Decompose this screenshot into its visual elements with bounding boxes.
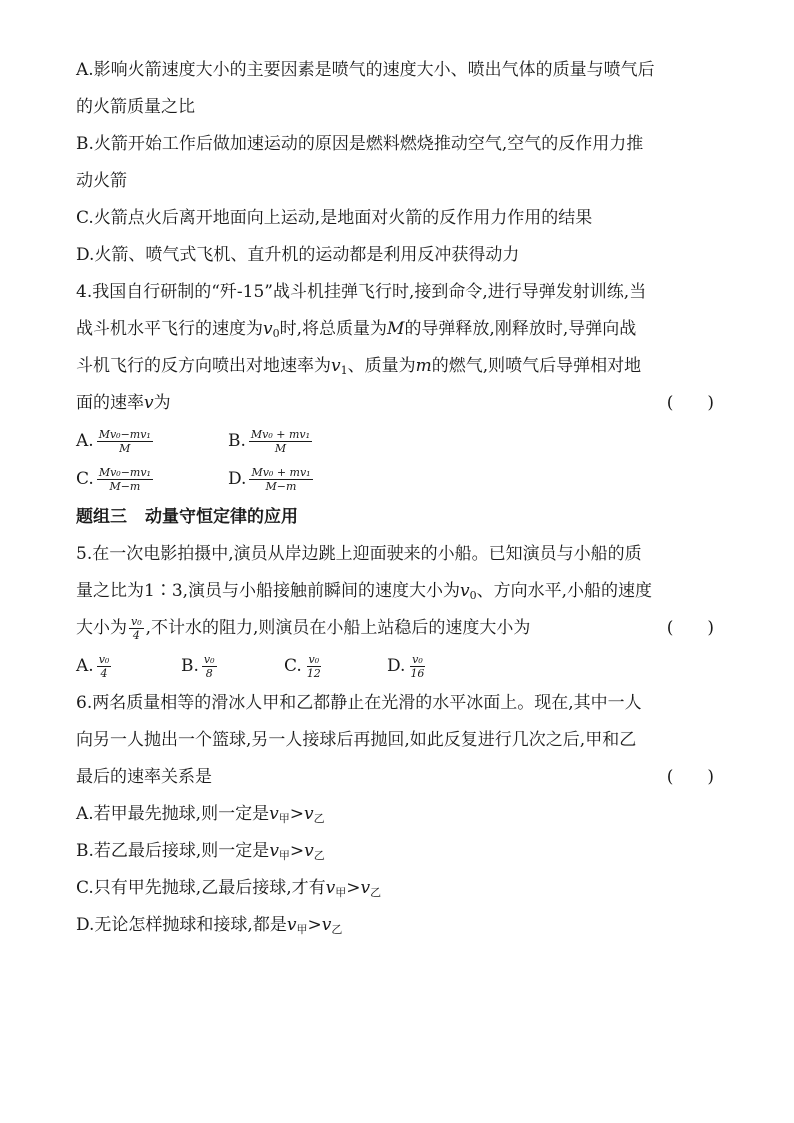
fraction: $\frac{\text{Mv₀−mv₁}}{M-m}$ bbox=[98, 465, 151, 493]
q6-stem-line2: 向另一人抛出一个篮球,另一人接球后再抛回,如此反复进行几次之后,甲和乙 bbox=[76, 730, 637, 750]
q6-option-c: C.只有甲先抛球,乙最后接球,才有v甲>v乙 bbox=[76, 878, 382, 899]
q5-option-a: A. $\frac{\text{v₀}}{4}$ bbox=[76, 652, 110, 680]
q6-option-d: D.无论怎样抛球和接球,都是v甲>v乙 bbox=[76, 915, 343, 936]
q3-option-d: D.火箭、喷气式飞机、直升机的运动都是利用反冲获得动力 bbox=[76, 245, 520, 265]
answer-bracket: ( ) bbox=[666, 393, 714, 413]
q3-option-b-line1: B.火箭开始工作后做加速运动的原因是燃料燃烧推动空气,空气的反作用力推 bbox=[76, 134, 644, 154]
q3-option-a-line2: 的火箭质量之比 bbox=[76, 97, 195, 117]
symbol-v1: $v_1$ bbox=[331, 356, 348, 377]
answer-bracket: ( ) bbox=[666, 618, 714, 638]
q4-options-row2 bbox=[76, 460, 718, 498]
fraction: $\frac{\text{v₀}}{12}$ bbox=[306, 652, 321, 680]
fraction: $\frac{\text{Mv₀ + mv₁}}{M}$ bbox=[250, 427, 311, 455]
q3-option-c: C.火箭点火后离开地面向上运动,是地面对火箭的反作用力作用的结果 bbox=[76, 208, 593, 228]
q4-stem-line3: 斗机飞行的反方向喷出对地速率为$v_1$、质量为m的燃气,则喷气后导弹相对地 bbox=[76, 356, 642, 377]
answer-bracket: ( ) bbox=[666, 767, 714, 787]
q5-option-b: B. $\frac{\text{v₀}}{8}$ bbox=[181, 652, 215, 680]
q4-option-c: C. $\frac{\text{Mv₀−mv₁}}{M-m}$ bbox=[76, 465, 151, 493]
q4-option-a: A. $\frac{\text{Mv₀−mv₁}}{M}$ bbox=[76, 427, 151, 455]
fraction: $\frac{\text{Mv₀−mv₁}}{M}$ bbox=[98, 427, 151, 455]
document-page bbox=[76, 52, 718, 944]
q6-option-b: B.若乙最后接球,则一定是v甲>v乙 bbox=[76, 841, 325, 862]
q5-stem-line1: 5.在一次电影拍摄中,演员从岸边跳上迎面驶来的小船。已知演员与小船的质 bbox=[76, 544, 642, 564]
q6-option-a: A.若甲最先抛球,则一定是v甲>v乙 bbox=[76, 804, 325, 825]
fraction: $\frac{\text{Mv₀ + mv₁}}{M-m}$ bbox=[251, 465, 311, 493]
symbol-v: v bbox=[144, 393, 154, 413]
q6-stem-line3: 最后的速率关系是 ( ) bbox=[76, 759, 718, 796]
q4-options-row1 bbox=[76, 422, 718, 460]
q4-stem-line4: 面的速率v为 ( ) bbox=[76, 385, 718, 422]
symbol-v0: $v_0$ bbox=[263, 319, 280, 340]
fraction: $\frac{\text{v₀}}{8}$ bbox=[203, 652, 215, 680]
section-title: 动量守恒定律的应用 bbox=[145, 507, 298, 527]
q4-option-d: D. $\frac{\text{Mv₀ + mv₁}}{M-m}$ bbox=[228, 465, 311, 493]
q5-option-d: D. $\frac{\text{v₀}}{16}$ bbox=[387, 652, 425, 680]
q6-stem-line1: 6.两名质量相等的滑冰人甲和乙都静止在光滑的水平冰面上。现在,其中一人 bbox=[76, 693, 642, 713]
q5-stem-line3: 大小为 $\frac{\text{v₀}}{4}$ ,不计水的阻力,则演员在小船上站稳后的速度大小为 ( ) bbox=[76, 610, 718, 647]
q4-stem-line1: 4.我国自行研制的“歼-15”战斗机挂弹飞行时,接到命令,进行导弹发射训练,当 bbox=[76, 282, 647, 302]
section-number: 题组三 bbox=[76, 507, 127, 527]
q4-stem-line2: 战斗机水平飞行的速度为$v_0$时,将总质量为M的导弹释放,刚释放时,导弹向战 bbox=[76, 319, 637, 340]
q5-option-c: C. $\frac{\text{v₀}}{12}$ bbox=[284, 652, 321, 680]
q4-option-b: B. $\frac{\text{Mv₀ + mv₁}}{M}$ bbox=[228, 427, 311, 455]
fraction: $\frac{\text{v₀}}{4}$ bbox=[131, 615, 142, 642]
symbol-M: M bbox=[387, 319, 405, 339]
q3-option-b-line2: 动火箭 bbox=[76, 171, 127, 191]
q3-option-a-line1: A.影响火箭速度大小的主要因素是喷气的速度大小、喷出气体的质量与喷气后 bbox=[76, 60, 655, 80]
section-heading bbox=[76, 498, 718, 536]
q5-stem-line2: 量之比为1∶3,演员与小船接触前瞬间的速度大小为$v_0$、方向水平,小船的速度 bbox=[76, 581, 653, 602]
fraction: $\frac{\text{v₀}}{16}$ bbox=[410, 652, 425, 680]
symbol-v0: $v_0$ bbox=[460, 581, 477, 602]
symbol-m: m bbox=[415, 356, 432, 376]
q5-options-row bbox=[76, 647, 718, 685]
fraction: $\frac{\text{v₀}}{4}$ bbox=[98, 652, 110, 680]
